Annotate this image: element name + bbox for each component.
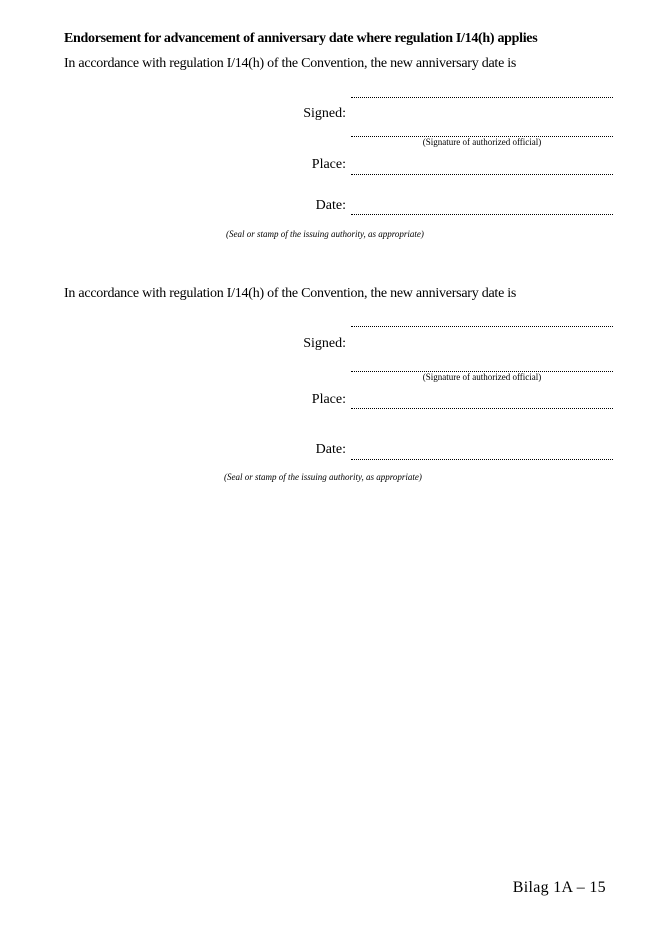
anniversary-paragraph: In accordance with regulation I/14(h) of the Convention, the new anniversary date is xyxy=(64,286,517,301)
place-label: Place: xyxy=(311,157,346,172)
date-line[interactable] xyxy=(351,214,613,215)
new-anniversary-date-line[interactable] xyxy=(351,97,613,98)
page-number: Bilag 1A – 15 xyxy=(512,879,606,896)
place-line[interactable] xyxy=(351,174,613,175)
date-label: Date: xyxy=(315,442,346,457)
signature-caption: (Signature of authorized official) xyxy=(422,137,542,147)
signed-label: Signed: xyxy=(303,336,346,351)
date-line[interactable] xyxy=(351,459,613,460)
anniversary-paragraph: In accordance with regulation I/14(h) of the Convention, the new anniversary date is xyxy=(64,56,517,71)
date-label: Date: xyxy=(315,198,346,213)
place-label: Place: xyxy=(311,392,346,407)
seal-note: (Seal or stamp of the issuing authority, as appropriate) xyxy=(226,229,424,239)
place-line[interactable] xyxy=(351,408,613,409)
signature-caption: (Signature of authorized official) xyxy=(422,372,542,382)
signed-label: Signed: xyxy=(303,106,346,121)
new-anniversary-date-line[interactable] xyxy=(351,326,613,327)
seal-note: (Seal or stamp of the issuing authority, as appropriate) xyxy=(224,472,422,482)
endorsement-heading: Endorsement for advancement of anniversary date where regulation I/14(h) applies xyxy=(64,31,538,46)
